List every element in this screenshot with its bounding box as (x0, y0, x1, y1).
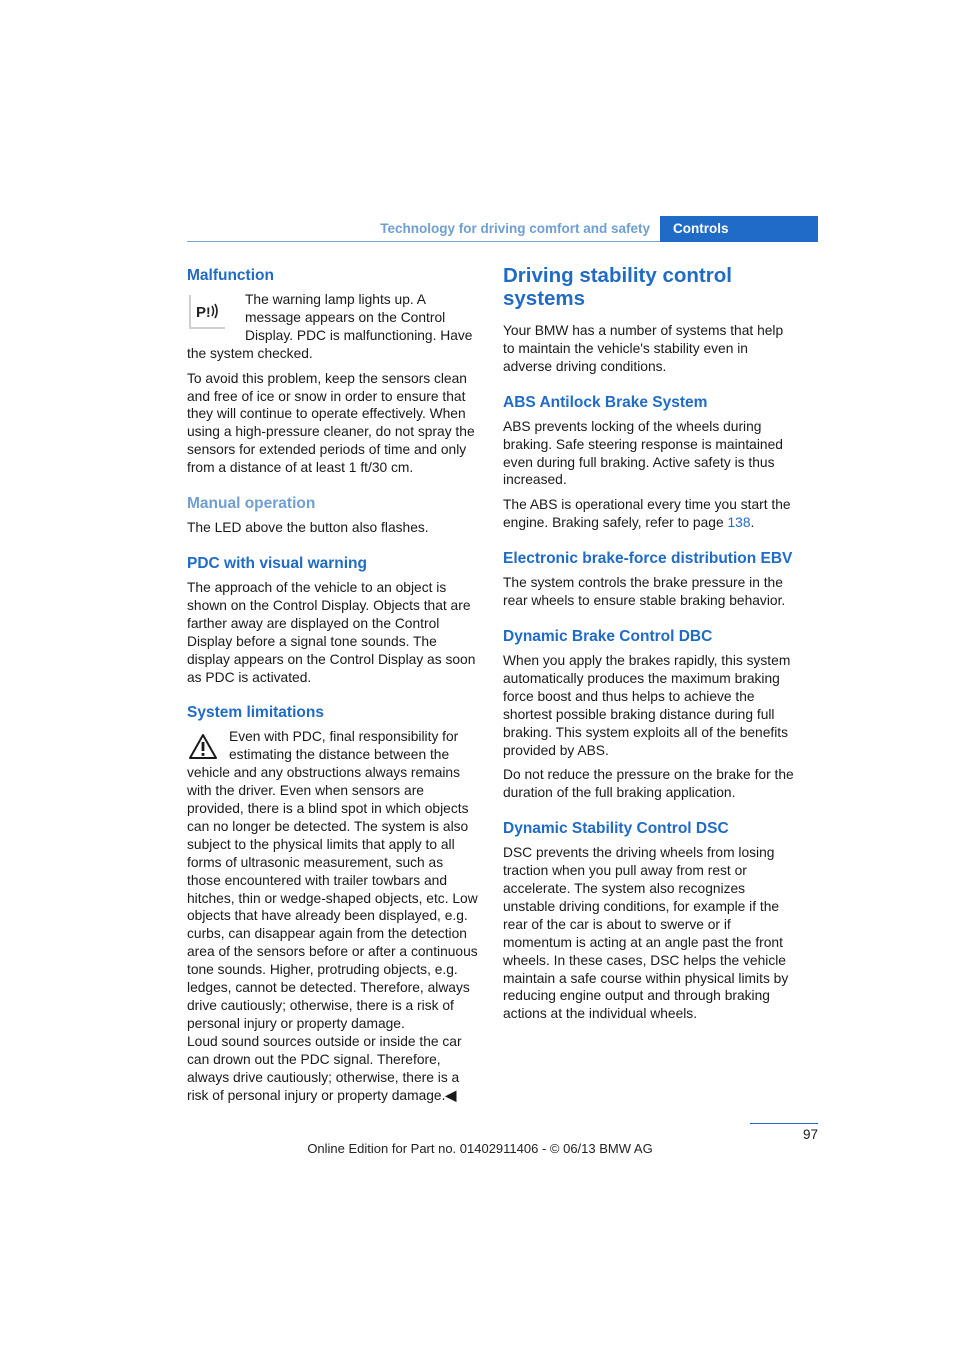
visual-warning-text: The approach of the vehicle to an object is shown on the Control Display. Objects that are farther away are displayed on the Control Display before a signal tone sounds. The display appears on the Control Display as soon as PDC is activated. (187, 579, 476, 685)
abs-text-2 (503, 496, 797, 532)
stability-title: Driving stability control systems (503, 264, 732, 310)
footer-rule (750, 1123, 818, 1124)
page-reference-link[interactable]: 138 (727, 515, 751, 531)
system-limitations-text-1: Even with PDC, final responsibility for estimating the distance between the vehicle and any obstructions always remains with the driver. Even when sensors are provided, there is a blind spot in which objects can no longer be detected. The system is also subject to the physical limits that apply to all forms of ultrasonic measurement, such as those encountered with trailer towbars and hitches, thin or wedge-shaped objects, etc. Low objects that have already been displayed, e.g. curbs, can disappear again from the detection area of the sensors before or after a continuous tone sounds. Higher, protruding objects, e.g. ledges, cannot be detected. Therefore, always drive cautiously; otherwise, there is a risk of personal injury or property damage. (187, 729, 478, 1031)
malfunction-text-1: The warning lamp lights up. A message appears on the Control Display. PDC is malfunctioning. Have the system checked. (187, 292, 473, 361)
svg-text:!: ! (206, 304, 211, 320)
visual-warning-heading: PDC with visual warning (187, 554, 367, 572)
header-section-title: Technology for driving comfort and safety (380, 221, 650, 236)
abs-heading: ABS Antilock Brake System (503, 393, 708, 411)
pdc-warning-lamp-icon (187, 293, 227, 331)
abs-text-1: ABS prevents locking of the wheels during braking. Safe steering response is maintained even during full braking. Active safety is thus increased. (503, 418, 783, 488)
dsc-text: DSC prevents the driving wheels from losing traction when you pull away from rest or accelerate. The system also recognizes unstable driving conditions, for example if the rear of the car is about to swerve or if momentum is acting at an angle past the front wheels. In these cases, DSC helps the vehicle maintain a safe course within physical limits by reducing engine output and through braking actions at the individual wheels. (503, 845, 789, 1022)
svg-text:P: P (196, 304, 207, 321)
manual-operation-heading: Manual operation (187, 495, 316, 513)
end-mark-icon: ◀ (445, 1087, 457, 1103)
dbc-text-2: Do not reduce the pressure on the brake for the duration of the full braking application. (503, 767, 794, 801)
warning-triangle-icon (187, 731, 219, 761)
dsc-heading: Dynamic Stability Control DSC (503, 820, 729, 838)
system-limitations-text (187, 728, 479, 1032)
abs-text-2-body: The ABS is operational every time you start the engine. Braking safely, refer to page (503, 497, 791, 531)
edition-footer: Online Edition for Part no. 01402911406 - © 06/13 BMW AG (307, 1141, 653, 1156)
system-limitations-heading: System limitations (187, 704, 324, 722)
abs-text-2-end: . (750, 515, 755, 531)
page-number: 97 (802, 1127, 818, 1142)
dbc-heading: Dynamic Brake Control DBC (503, 627, 713, 645)
malfunction-text (187, 291, 479, 363)
stability-intro: Your BMW has a number of systems that help to maintain the vehicle's stability even in adverse driving conditions. (503, 323, 784, 374)
header-chapter-tab: Controls (660, 216, 818, 242)
right-column (503, 264, 797, 1030)
system-limitations-text-2 (187, 1033, 479, 1105)
ebv-heading: Electronic brake-force distribution EBV (503, 550, 793, 568)
malfunction-text-2: To avoid this problem, keep the sensors clean and free of ice or snow in order to ensure that they will continue to operate effectively. When using a high-pressure cleaner, do not spray the sensors for extended periods of time and only from a distance of at least 1 ft/30 cm. (187, 370, 475, 476)
malfunction-heading: Malfunction (187, 267, 274, 284)
ebv-text: The system controls the brake pressure in the rear wheels to ensure stable braking behavior. (503, 575, 786, 609)
manual-operation-text: The LED above the button also flashes. (187, 520, 429, 536)
left-column (187, 266, 479, 1111)
dbc-text-1: When you apply the brakes rapidly, this system automatically produces the maximum braking force boost and thus helps to achieve the shortest possible braking distance during full braking. This system exploits all of the benefits provided by ABS. (503, 652, 791, 758)
system-limitations-text-2-body: Loud sound sources outside or inside the car can drown out the PDC signal. Therefore, always drive cautiously; otherwise, there is a risk of personal injury or property damage. (187, 1033, 462, 1103)
